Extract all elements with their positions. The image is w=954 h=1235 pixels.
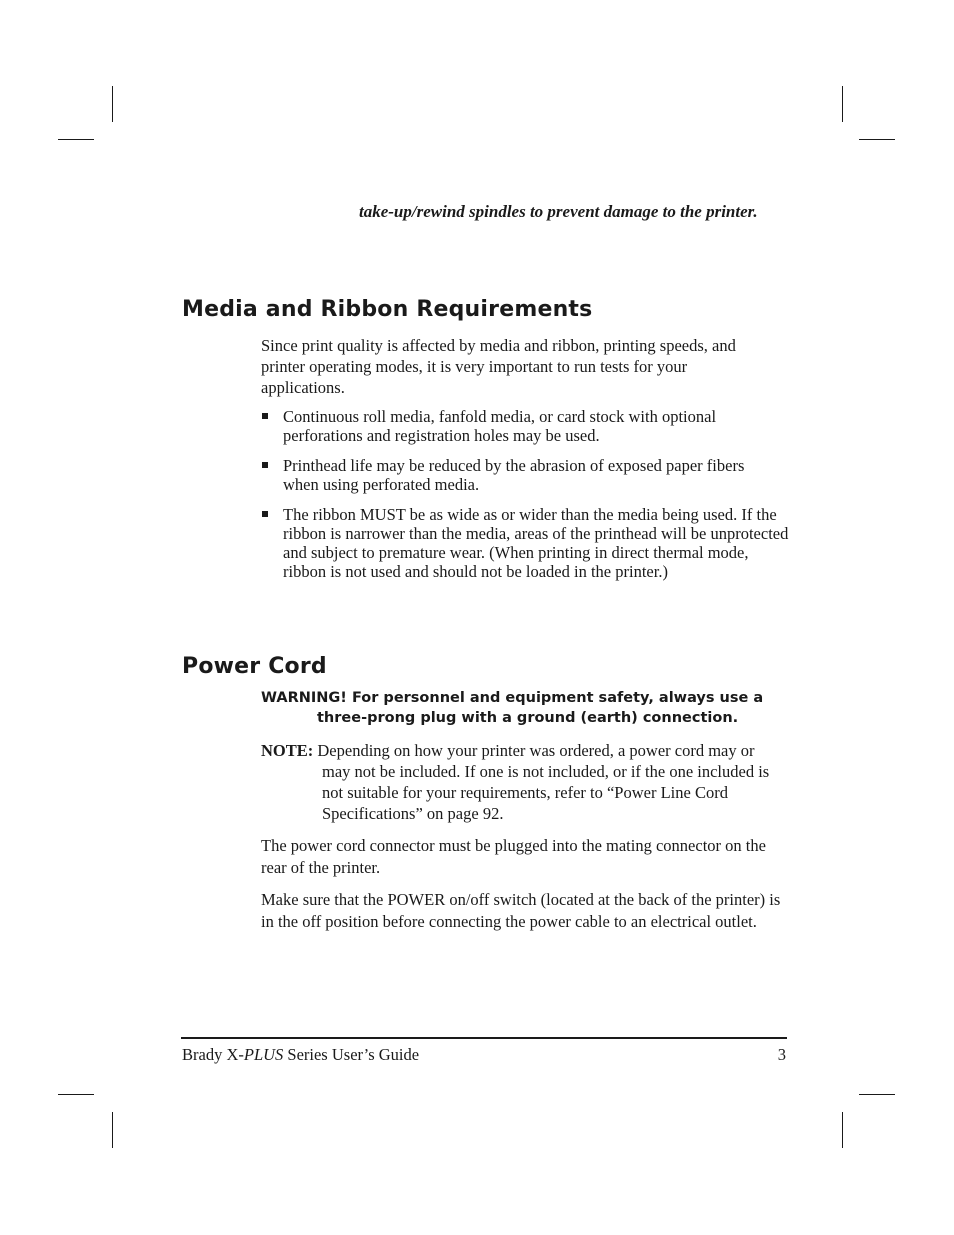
crop-mark [112, 1112, 113, 1148]
note-line-1: Depending on how your printer was ordered, a power cord may or [317, 741, 755, 760]
bullet-square-icon [262, 462, 268, 468]
crop-mark [842, 86, 843, 122]
section-heading-power-cord: Power Cord [182, 654, 327, 679]
warning-line-1: WARNING! For personnel and equipment safety, always use a [261, 690, 764, 706]
bullet-square-icon [262, 413, 268, 419]
list-item [261, 456, 778, 494]
requirements-list [261, 407, 791, 592]
crop-mark [859, 139, 895, 140]
list-item [261, 407, 763, 445]
footer-title-suffix: Series User’s Guide [283, 1045, 420, 1064]
bullet-square-icon [262, 511, 268, 517]
power-cord-paragraph-1: The power cord connector must be plugged into the mating connector on the rear of the printer. [261, 836, 766, 877]
footer-title-italic: PLUS [243, 1045, 284, 1064]
note-block [261, 740, 791, 824]
crop-mark [859, 1094, 895, 1095]
list-item-text: The ribbon MUST be as wide as or wider than the media being used. If the ribbon is narrower than the media, areas of the printhead will be unprotected and subject to premature wear. (When printing in direct thermal mode, ribbon is not used and should not be loaded in the printer.) [283, 505, 789, 581]
crop-mark [58, 139, 94, 140]
crop-mark [112, 86, 113, 122]
section-heading-media-ribbon: Media and Ribbon Requirements [182, 297, 593, 322]
list-item [261, 505, 791, 581]
media-intro-paragraph: Since print quality is affected by media and ribbon, printing speeds, and printer operating modes, it is very important to run tests for your applications. [261, 336, 736, 397]
continuation-text: take-up/rewind spindles to prevent damage to the printer. [359, 202, 758, 221]
footer-divider [181, 1037, 787, 1039]
power-cord-paragraph-2: Make sure that the POWER on/off switch (located at the back of the printer) is in the off position before connecting the power cable to an electrical outlet. [261, 890, 781, 931]
crop-mark [58, 1094, 94, 1095]
footer-title [182, 1045, 419, 1065]
list-item-text: Continuous roll media, fanfold media, or card stock with optional perforations and registration holes may be used. [283, 407, 717, 445]
list-item-text: Printhead life may be reduced by the abrasion of exposed paper fibers when using perforated media. [283, 456, 745, 494]
page-number: 3 [777, 1045, 786, 1064]
note-rest: may not be included. If one is not included, or if the one included is not suitable for your requirements, refer to “Power Line Cord Specifications” on page 92. [322, 762, 770, 823]
note-label: NOTE: [261, 741, 314, 760]
crop-mark [842, 1112, 843, 1148]
warning-line-2: three-prong plug with a ground (earth) connection. [317, 709, 739, 726]
footer-title-prefix: Brady X- [182, 1045, 244, 1064]
warning-text [261, 689, 791, 728]
